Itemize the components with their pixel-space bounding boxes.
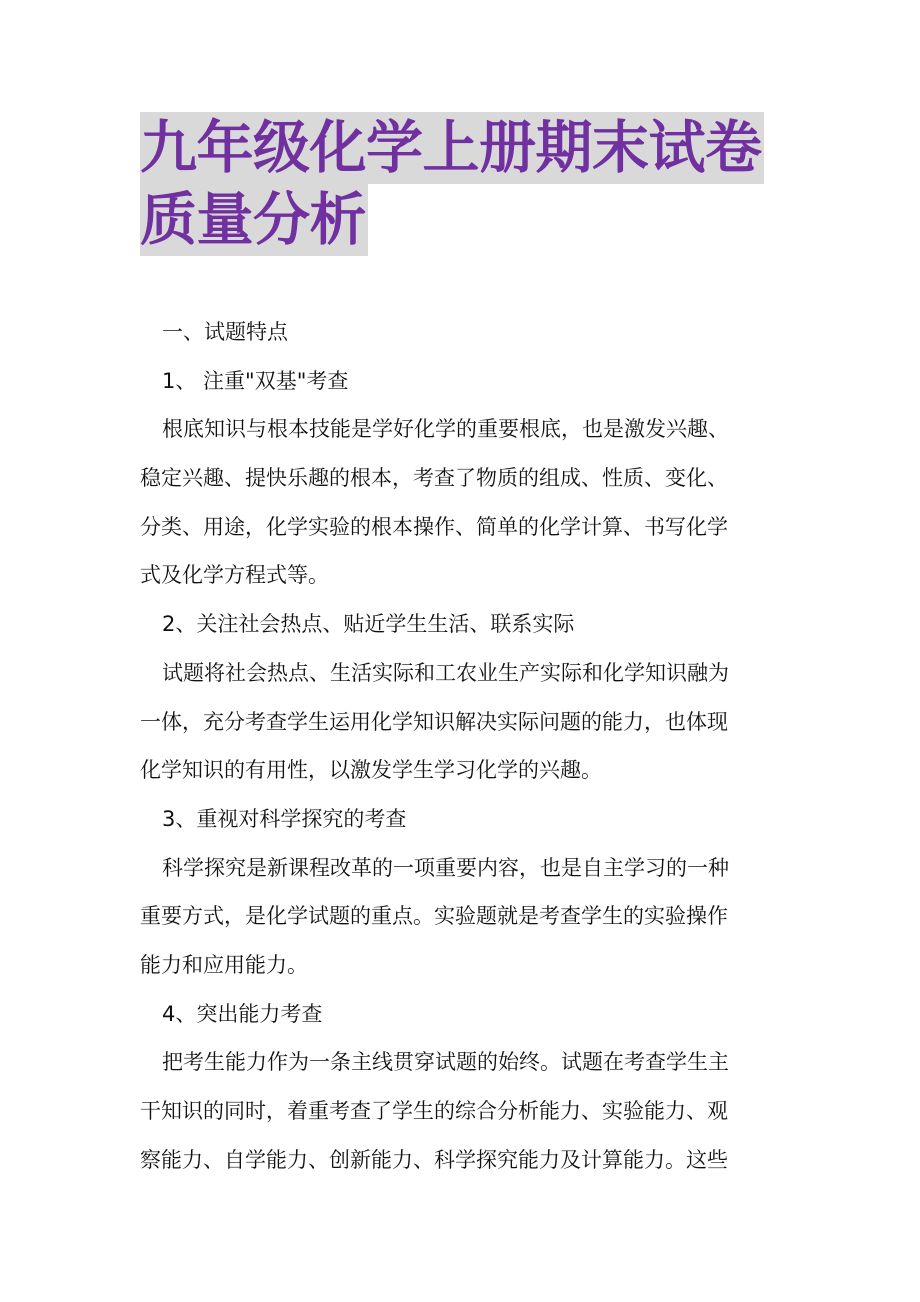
paragraph-line: 把考生能力作为一条主线贯穿试题的始终。试题在考查学生主 [162, 1050, 729, 1075]
subheading-2: 2、关注社会热点、贴近学生生活、联系实际 [162, 612, 575, 637]
paragraph-line: 一体，充分考查学生运用化学知识解决实际问题的能力，也体现 [140, 709, 728, 734]
paragraph-line: 科学探究是新课程改革的一项重要内容，也是自主学习的一种 [162, 855, 729, 880]
section-heading: 一、试题特点 [162, 320, 288, 344]
paragraph-line: 能力和应用能力。 [140, 952, 308, 977]
title-line-2: 质量分析 [140, 184, 368, 256]
document-body [140, 308, 786, 1184]
subheading-4: 4、突出能力考查 [162, 1001, 323, 1026]
paragraph-line: 分类、用途，化学实验的根本操作、简单的化学计算、书写化学 [140, 514, 728, 539]
document-title [140, 112, 790, 256]
subheading-3: 3、重视对科学探究的考查 [162, 806, 407, 831]
paragraph-line: 式及化学方程式等。 [140, 563, 329, 588]
paragraph-line: 试题将社会热点、生活实际和工农业生产实际和化学知识融为 [162, 660, 729, 685]
paragraph-line: 稳定兴趣、提快乐趣的根本，考查了物质的组成、性质、变化、 [140, 466, 728, 491]
title-line-1: 九年级化学上册期末试卷 [140, 112, 764, 184]
subheading-1: 1、 注重"双基"考查 [162, 368, 349, 393]
paragraph-line: 干知识的同时，着重考查了学生的综合分析能力、实验能力、观 [140, 1099, 728, 1123]
paragraph-line: 重要方式，是化学试题的重点。实验题就是考查学生的实验操作 [140, 904, 728, 929]
paragraph-line: 根底知识与根本技能是学好化学的重要根底，也是激发兴趣、 [162, 417, 729, 442]
paragraph-line: 察能力、自学能力、创新能力、科学探究能力及计算能力。这些 [140, 1147, 728, 1172]
paragraph-line: 化学知识的有用性，以激发学生学习化学的兴趣。 [140, 758, 602, 783]
